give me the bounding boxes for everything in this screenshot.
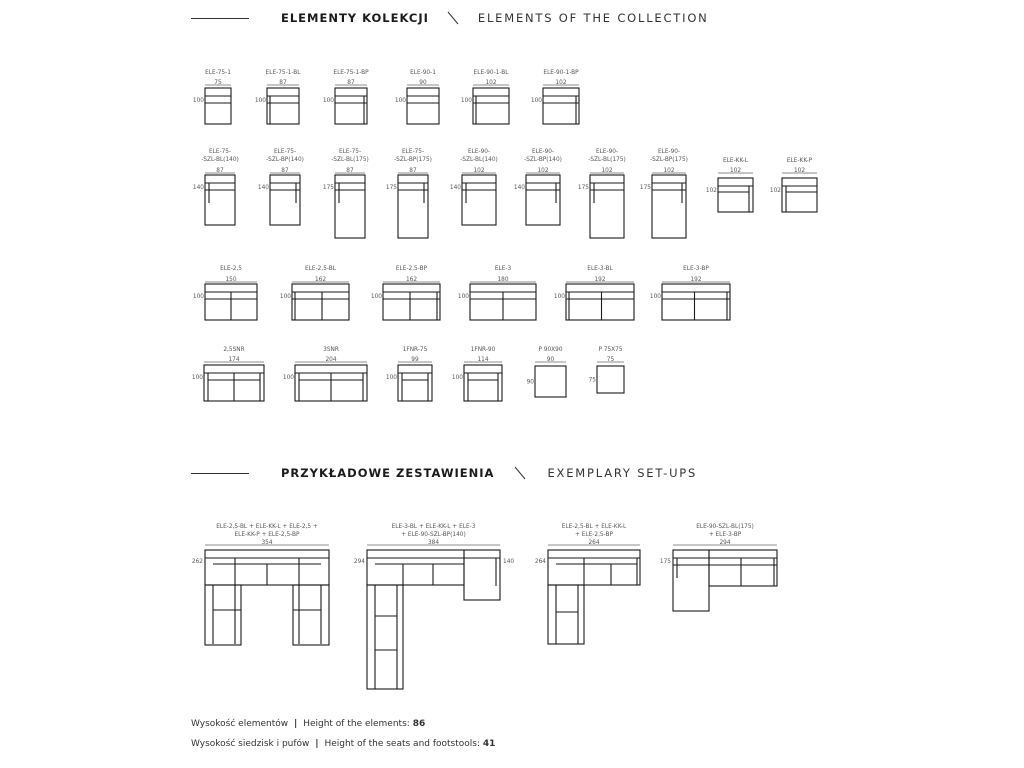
element-label: -SZL-BL(175) (331, 157, 369, 163)
element-ele-kk-l (706, 158, 753, 212)
height-value: 100 (191, 375, 203, 381)
element-outline (383, 284, 440, 320)
setup-label: ELE-2,5-BL + ELE-KK-L + ELE-2,5 + (216, 524, 318, 530)
height-value: 175 (322, 185, 334, 191)
footer-separator: | (294, 719, 298, 729)
setup-chaise-sofa (660, 524, 777, 611)
element-outline (673, 550, 709, 611)
element-ele-90-1 (395, 70, 439, 124)
width-value: 87 (279, 80, 287, 86)
element-outline (464, 365, 502, 401)
element-outline (548, 585, 584, 644)
width-value: 114 (477, 357, 489, 363)
element-label: ELE-2,5 (220, 266, 242, 272)
height-value: 262 (191, 559, 203, 565)
element-1fnr-75 (386, 347, 432, 401)
height-value: 100 (649, 294, 661, 300)
setup-label: ELE-KK-P + ELE-2,5-BP (234, 532, 300, 538)
element-ele-75-szl-bp-140- (258, 149, 304, 225)
element-ele-75-szl-bl-140- (193, 149, 239, 225)
element-label: ELE-KK-L (723, 158, 748, 164)
element-label: -SZL-BP(140) (524, 157, 562, 163)
height-value: 102 (705, 188, 717, 194)
section-title-pl: ELEMENTY KOLEKCJI (281, 11, 429, 25)
setup-l-chaise (354, 524, 514, 689)
height-value: 140 (513, 185, 525, 191)
element-ele-kk-p (770, 158, 817, 212)
height-value: 175 (659, 559, 671, 565)
height-value: 140 (257, 185, 269, 191)
height-value: 100 (322, 98, 334, 104)
footer-label-pl: Wysokość elementów (191, 719, 289, 729)
element-outline (535, 366, 566, 397)
height-value: 100 (279, 294, 291, 300)
setup-label: + ELE-2,5-BP (575, 532, 613, 538)
element-ele-75-1 (193, 70, 231, 124)
element-label: ELE-90- (657, 149, 681, 155)
element-ele-75-1-bl (255, 70, 301, 124)
row-single-elements (193, 70, 579, 124)
element-label: 2,5SNR (223, 347, 245, 353)
width-value: 102 (601, 168, 613, 174)
element-outline (407, 88, 439, 124)
setup-l-shape (535, 524, 640, 644)
element-label: ELE-3-BL (587, 266, 613, 272)
element-outline (367, 585, 403, 689)
width-value: 90 (546, 357, 555, 363)
element-outline (652, 175, 686, 238)
width-value: 102 (537, 168, 549, 174)
element-label: -SZL-BP(140) (266, 157, 304, 163)
element-label: -SZL-BL(140) (460, 157, 498, 163)
element-outline (597, 366, 624, 393)
element-label: ELE-90- (467, 149, 491, 155)
width-value: 102 (793, 168, 806, 174)
height-value: 90 (526, 379, 534, 386)
element-label: ELE-90- (595, 149, 619, 155)
element-p-90x90 (527, 347, 566, 397)
width-value: 102 (555, 80, 567, 86)
element-ele-2-5-bp (371, 266, 440, 320)
element-label: 1FNR-75 (402, 347, 428, 353)
element-ele-90-1-bl (461, 70, 509, 124)
width-value: 102 (729, 168, 742, 174)
element-label: ELE-75- (273, 149, 297, 155)
element-label: ELE-2,5-BP (395, 266, 428, 272)
element-outline (662, 284, 730, 320)
element-outline (543, 88, 579, 124)
element-label: ELE-2,5-BL (305, 266, 336, 272)
element-label: -SZL-BL(140) (201, 157, 239, 163)
width-value: 204 (325, 357, 337, 363)
width-value: 192 (594, 277, 606, 283)
element-label: ELE-75- (401, 149, 425, 155)
element-label: -SZL-BP(175) (650, 157, 688, 163)
footer-elements-height (191, 719, 425, 729)
element-outline (548, 550, 640, 585)
width-value: 150 (225, 277, 237, 283)
element-outline (566, 284, 634, 320)
footer-seats-height (191, 739, 495, 749)
setup-label: + ELE-90-SZL-BP(140) (401, 532, 466, 538)
element-label: P 90X90 (538, 347, 563, 353)
width-value: 180 (497, 277, 509, 283)
element-label: ELE-75-1 (205, 70, 231, 76)
element-p-75x75 (589, 347, 624, 393)
height-value: 100 (254, 98, 266, 104)
height-value: 75 (588, 377, 596, 384)
element-ele-90-szl-bp-140- (514, 149, 562, 225)
width-value: 102 (663, 168, 675, 174)
element-ele-90-szl-bl-140- (450, 149, 498, 225)
setups-drawings (192, 524, 777, 689)
height-value: 175 (639, 185, 651, 191)
footer-value: 41 (482, 739, 496, 749)
width-value: 75 (214, 80, 222, 86)
element-label: ELE-75- (338, 149, 362, 155)
width-value: 75 (606, 357, 615, 363)
element-outline (205, 585, 241, 645)
height-value: 175 (577, 185, 589, 191)
height-value: 100 (370, 294, 382, 300)
width-value: 99 (411, 357, 419, 363)
height-value: 100 (451, 375, 463, 381)
page-margin (888, 0, 1024, 768)
footer-value: 86 (412, 719, 426, 729)
footer-label-en: Height of the seats and footstools: (324, 739, 481, 749)
element-ele-2-5 (193, 266, 257, 320)
element-outline (267, 88, 299, 124)
element-2-5snr (192, 347, 264, 401)
element-ele-75-szl-bl-175- (323, 149, 369, 238)
width-value: 87 (216, 168, 224, 174)
element-outline (782, 178, 817, 212)
height-value: 100 (530, 98, 542, 104)
element-label: P 75X75 (598, 347, 623, 353)
section-title-en: ELEMENTS OF THE COLLECTION (477, 11, 709, 25)
height-value: 100 (192, 98, 204, 104)
setup-label: ELE-3-BL + ELE-KK-L + ELE-3 (391, 524, 476, 530)
element-3snr (283, 347, 367, 401)
height-value: 100 (282, 375, 294, 381)
height-value: 140 (503, 559, 515, 565)
width-value: 264 (588, 540, 600, 546)
element-ele-3-bl (554, 266, 634, 320)
width-value: 174 (228, 357, 240, 363)
element-label: ELE-3-BP (683, 266, 709, 272)
width-value: 354 (261, 540, 273, 546)
element-outline (292, 284, 349, 320)
element-label: ELE-KK-P (786, 158, 813, 164)
element-ele-2-5-bl (280, 266, 349, 320)
footer-label-pl: Wysokość siedzisk i pufów (191, 739, 310, 749)
height-value: 100 (457, 294, 469, 300)
element-label: -SZL-BP(175) (394, 157, 432, 163)
element-ele-75-szl-bp-175- (386, 149, 432, 238)
width-value: 162 (405, 277, 418, 283)
height-value: 294 (353, 559, 365, 565)
element-outline (205, 88, 231, 124)
width-value: 192 (690, 277, 702, 283)
element-ele-75-1-bp (323, 70, 369, 124)
row-sofa-elements (193, 266, 730, 320)
element-label: ELE-90-1-BP (543, 70, 579, 76)
width-value: 384 (427, 540, 440, 546)
width-value: 87 (346, 168, 354, 174)
height-value: 100 (394, 98, 406, 104)
element-ele-90-1-bp (531, 70, 579, 124)
element-outline (335, 88, 367, 124)
setup-label: ELE-2,5-BL + ELE-KK-L (561, 524, 627, 530)
element-ele-3-bp (650, 266, 730, 320)
width-value: 102 (473, 168, 485, 174)
element-outline (709, 550, 777, 586)
height-value: 102 (769, 188, 781, 194)
width-value: 87 (281, 168, 289, 174)
element-outline (367, 550, 464, 585)
element-label: -SZL-BL(175) (588, 157, 626, 163)
element-label: ELE-75-1-BP (333, 70, 369, 76)
element-label: 3SNR (323, 347, 339, 353)
width-value: 294 (719, 540, 731, 546)
element-outline (293, 585, 329, 645)
width-value: 102 (485, 80, 497, 86)
height-value: 264 (534, 559, 546, 565)
element-label: ELE-75-1-BL (265, 70, 301, 76)
height-value: 100 (460, 98, 472, 104)
width-value: 90 (419, 80, 427, 86)
element-label: ELE-90-1 (410, 70, 436, 76)
element-outline (473, 88, 509, 124)
element-ele-90-szl-bp-175- (640, 149, 688, 238)
height-value: 140 (192, 185, 204, 191)
element-ele-90-szl-bl-175- (578, 149, 626, 238)
width-value: 162 (314, 277, 327, 283)
width-value: 87 (409, 168, 417, 174)
row-chaise-elements (193, 149, 817, 238)
row-other-elements (192, 347, 624, 401)
element-ele-3 (458, 266, 536, 320)
section-title-en: EXEMPLARY SET-UPS (547, 466, 698, 480)
width-value: 87 (347, 80, 355, 86)
setup-label: + ELE-3-BP (708, 532, 742, 538)
height-value: 100 (553, 294, 565, 300)
footer-separator: | (315, 739, 319, 749)
setup-u-shape (192, 524, 329, 645)
height-value: 100 (385, 375, 397, 381)
setup-label: ELE-90-SZL-BL(175) (696, 524, 754, 530)
element-label: 1FNR-90 (470, 347, 496, 353)
height-value: 140 (449, 185, 461, 191)
height-value: 100 (192, 294, 204, 300)
height-value: 175 (385, 185, 397, 191)
element-outline (590, 175, 624, 238)
element-label: ELE-75- (208, 149, 232, 155)
footer-label-en: Height of the elements: (303, 719, 410, 729)
element-outline (718, 178, 753, 212)
element-label: ELE-90- (531, 149, 555, 155)
element-label: ELE-3 (494, 266, 512, 272)
element-outline (398, 365, 432, 401)
element-label: ELE-90-1-BL (473, 70, 509, 76)
section-title-pl: PRZYKŁADOWE ZESTAWIENIA (281, 466, 495, 480)
element-1fnr-90 (452, 347, 502, 401)
